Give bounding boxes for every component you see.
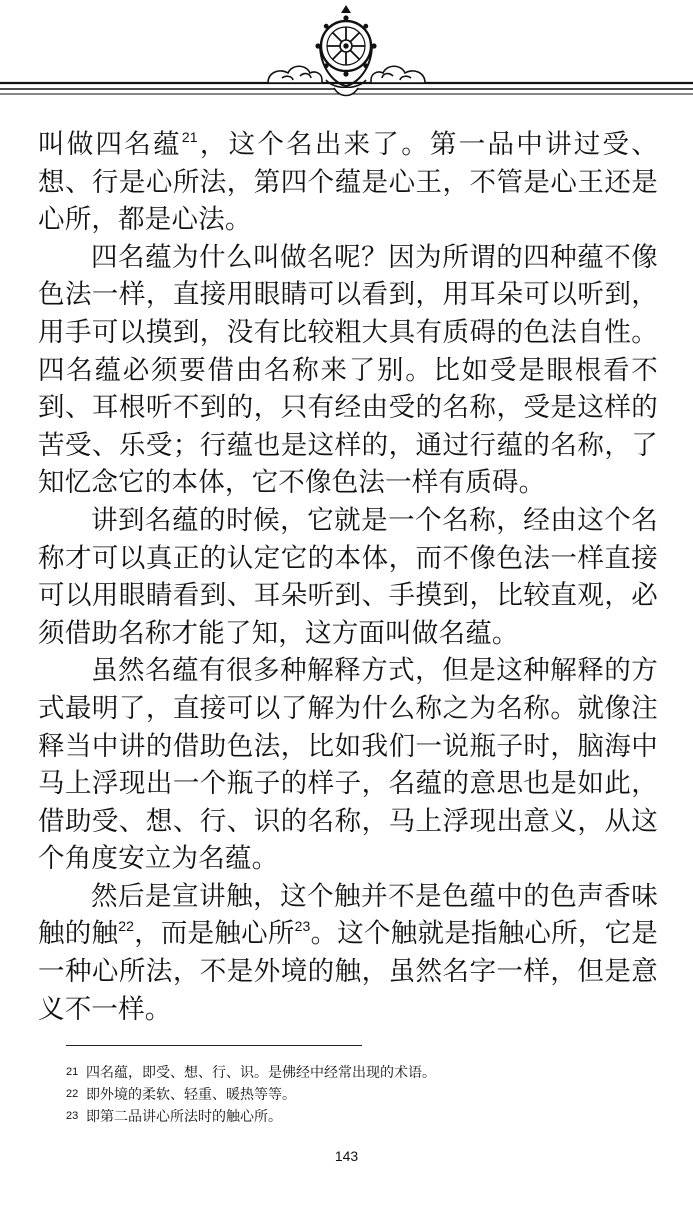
footnote-separator <box>66 1045 362 1046</box>
header-ornament <box>0 0 693 105</box>
paragraph <box>38 502 658 652</box>
paragraph-text: 叫做四名蕴 <box>38 129 182 160</box>
page-number: 143 <box>334 1148 359 1164</box>
cloud-right-icon <box>371 66 425 83</box>
footnote-number: 22 <box>66 1088 79 1100</box>
paragraph-text: 然后是宣讲触，这个触并不是色蕴中的色声香味触的触 <box>38 880 658 950</box>
paragraph <box>38 126 658 239</box>
page-header <box>0 0 693 105</box>
footnote-ref: 21 <box>181 129 198 145</box>
footnote <box>66 1062 646 1084</box>
footnote-ref: 23 <box>294 918 311 935</box>
footnote-text: 四名蕴，即受、想、行、识。是佛经中经常出现的术语。 <box>86 1065 436 1081</box>
paragraph-text: ，而是触心所 <box>134 918 295 950</box>
footnote <box>66 1106 646 1128</box>
footnote-number: 21 <box>66 1066 79 1078</box>
paragraph-text: 讲到名蕴的时候，它就是一个名称，经由这个名称才可以真正的认定它的本体，而不像色法一样直接可以用眼睛看到、耳朵听到、手摸到，比较直观，必须借助名称才能了知，这方面叫做名蕴。 <box>38 504 658 649</box>
footnote-ref: 22 <box>118 918 135 935</box>
paragraph <box>38 652 658 878</box>
body-text <box>38 126 658 1028</box>
footnote-number: 23 <box>66 1110 79 1122</box>
paragraph-text: 四名蕴为什么叫做名呢？因为所谓的四种蕴不像色法一样，直接用眼睛可以看到，用耳朵可以听到，用手可以摸到，没有比较粗大具有质碍的色法自性。四名蕴必须要借由名称来了别。比如受是眼根看不到、耳根听不到的，只有经由受的名称，受是这样的苦受、乐受；行蕴也是这样的，通过行蕴的名称，了知忆念它的本体，它不像色法一样有质碍。 <box>38 241 658 499</box>
paragraph <box>38 239 658 502</box>
footnotes <box>66 1062 646 1128</box>
footnote <box>66 1084 646 1106</box>
footnote-text: 即外境的柔软、轻重、暖热等等。 <box>86 1087 296 1103</box>
paragraph-text: 虽然名蕴有很多种解释方式，但是这种解释的方式最明了，直接可以了解为什么称之为名称。就像注释当中讲的借助色法，比如我们一说瓶子时，脑海中马上浮现出一个瓶子的样子，名蕴的意思也是如此，借助受、想、行、识的名称，马上浮现出意义，从这个角度安立为名蕴。 <box>38 655 658 875</box>
cloud-left-icon <box>268 66 322 83</box>
paragraph-text: ，这个名出来了。第一品中讲过受、想、行是心所法，第四个蕴是心王，不管是心王还是心所，都是心法。 <box>38 129 658 236</box>
footnote-text: 即第二品讲心所法时的触心所。 <box>86 1109 282 1125</box>
paragraph <box>38 878 658 1028</box>
paragraph-text: 。这个触就是指触心所，它是一种心所法，不是外境的触，虽然名字一样，但是意义不一样。 <box>38 918 658 1025</box>
